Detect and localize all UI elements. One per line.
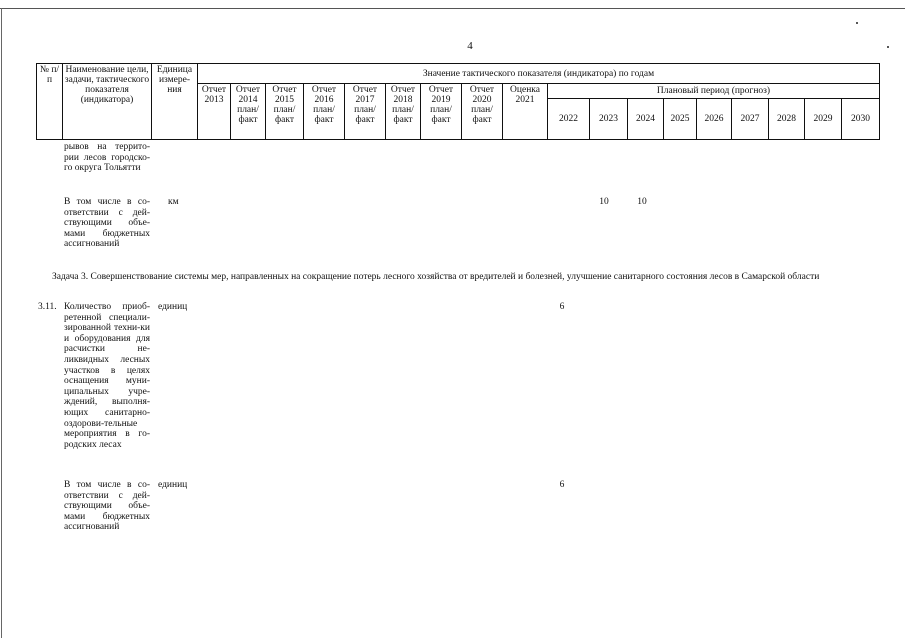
header-year-2022: 2022 bbox=[548, 99, 590, 140]
row-3-11-name: Количество приоб-ретенной специали-зированной техни-ки и оборудования для расчистки не-ликвидных лесных участков в целях оснащения муни-ципальных учре-ждений, выполня-ющих санитарно-оздорови-тельные мероприятия в го-родских лесах bbox=[64, 302, 150, 450]
including-row-2-unit: единиц bbox=[158, 480, 188, 490]
header-plan-period: Плановый период (прогноз) bbox=[548, 84, 880, 99]
including-row-unit: км bbox=[168, 197, 179, 207]
page-left-border bbox=[1, 8, 2, 638]
header-unit: Единица измере-ния bbox=[152, 64, 198, 140]
scan-speck bbox=[856, 22, 858, 24]
header-year-2028: 2028 bbox=[769, 99, 805, 140]
header-report-2019: Отчет 2019 план/ факт bbox=[421, 84, 462, 140]
header-report-2013: Отчет 2013 bbox=[198, 84, 231, 140]
header-year-2025: 2025 bbox=[664, 99, 697, 140]
task-3-heading: Задача 3. Совершенствование системы мер, направленных на сокращение потерь лесного хозяйства от вредителей и болезней, улучшение санитарного состояния лесов в Самарской области bbox=[52, 272, 820, 282]
header-report-2014: Отчет 2014 план/ факт bbox=[231, 84, 266, 140]
including-row-2-value-2022: 6 bbox=[559, 480, 565, 490]
header-year-2026: 2026 bbox=[697, 99, 732, 140]
indicator-table-header bbox=[36, 63, 880, 140]
row-3-11-value-2022: 6 bbox=[559, 302, 565, 312]
row-3-11-unit: единиц bbox=[158, 302, 188, 312]
header-name: Наименование цели, задачи, тактического показателя (индикатора) bbox=[63, 64, 152, 140]
header-year-2030: 2030 bbox=[842, 99, 880, 140]
scan-speck bbox=[887, 46, 889, 48]
header-year-2029: 2029 bbox=[805, 99, 842, 140]
header-report-2015: Отчет 2015 план/ факт bbox=[266, 84, 304, 140]
header-report-2016: Отчет 2016 план/ факт bbox=[304, 84, 345, 140]
header-report-2018: Отчет 2018 план/ факт bbox=[386, 84, 421, 140]
header-number: № п/п bbox=[37, 64, 63, 140]
including-row-value-2024: 10 bbox=[637, 197, 647, 207]
page-number: 4 bbox=[467, 40, 473, 52]
including-row-name: В том числе в со-ответствии с дей-ствующими объе-мами бюджетных ассигнований bbox=[64, 197, 150, 250]
page-top-border bbox=[0, 8, 905, 9]
header-year-2023: 2023 bbox=[590, 99, 628, 140]
header-report-2017: Отчет 2017 план/ факт bbox=[345, 84, 386, 140]
header-year-2027: 2027 bbox=[732, 99, 769, 140]
row-3-11-number: 3.11. bbox=[38, 302, 57, 312]
header-year-2024: 2024 bbox=[628, 99, 664, 140]
header-estimate-2021: Оценка 2021 bbox=[503, 84, 548, 140]
including-row-2-name: В том числе в со-ответствии с дей-ствующими объе-мами бюджетных ассигнований bbox=[64, 480, 150, 533]
including-row-value-2023: 10 bbox=[599, 197, 609, 207]
continued-indicator-name: рывов на террито-рии лесов городско-го округа Тольятти bbox=[64, 142, 150, 174]
header-values: Значение тактического показателя (индикатора) по годам bbox=[198, 64, 880, 84]
header-report-2020: Отчет 2020 план/ факт bbox=[462, 84, 503, 140]
